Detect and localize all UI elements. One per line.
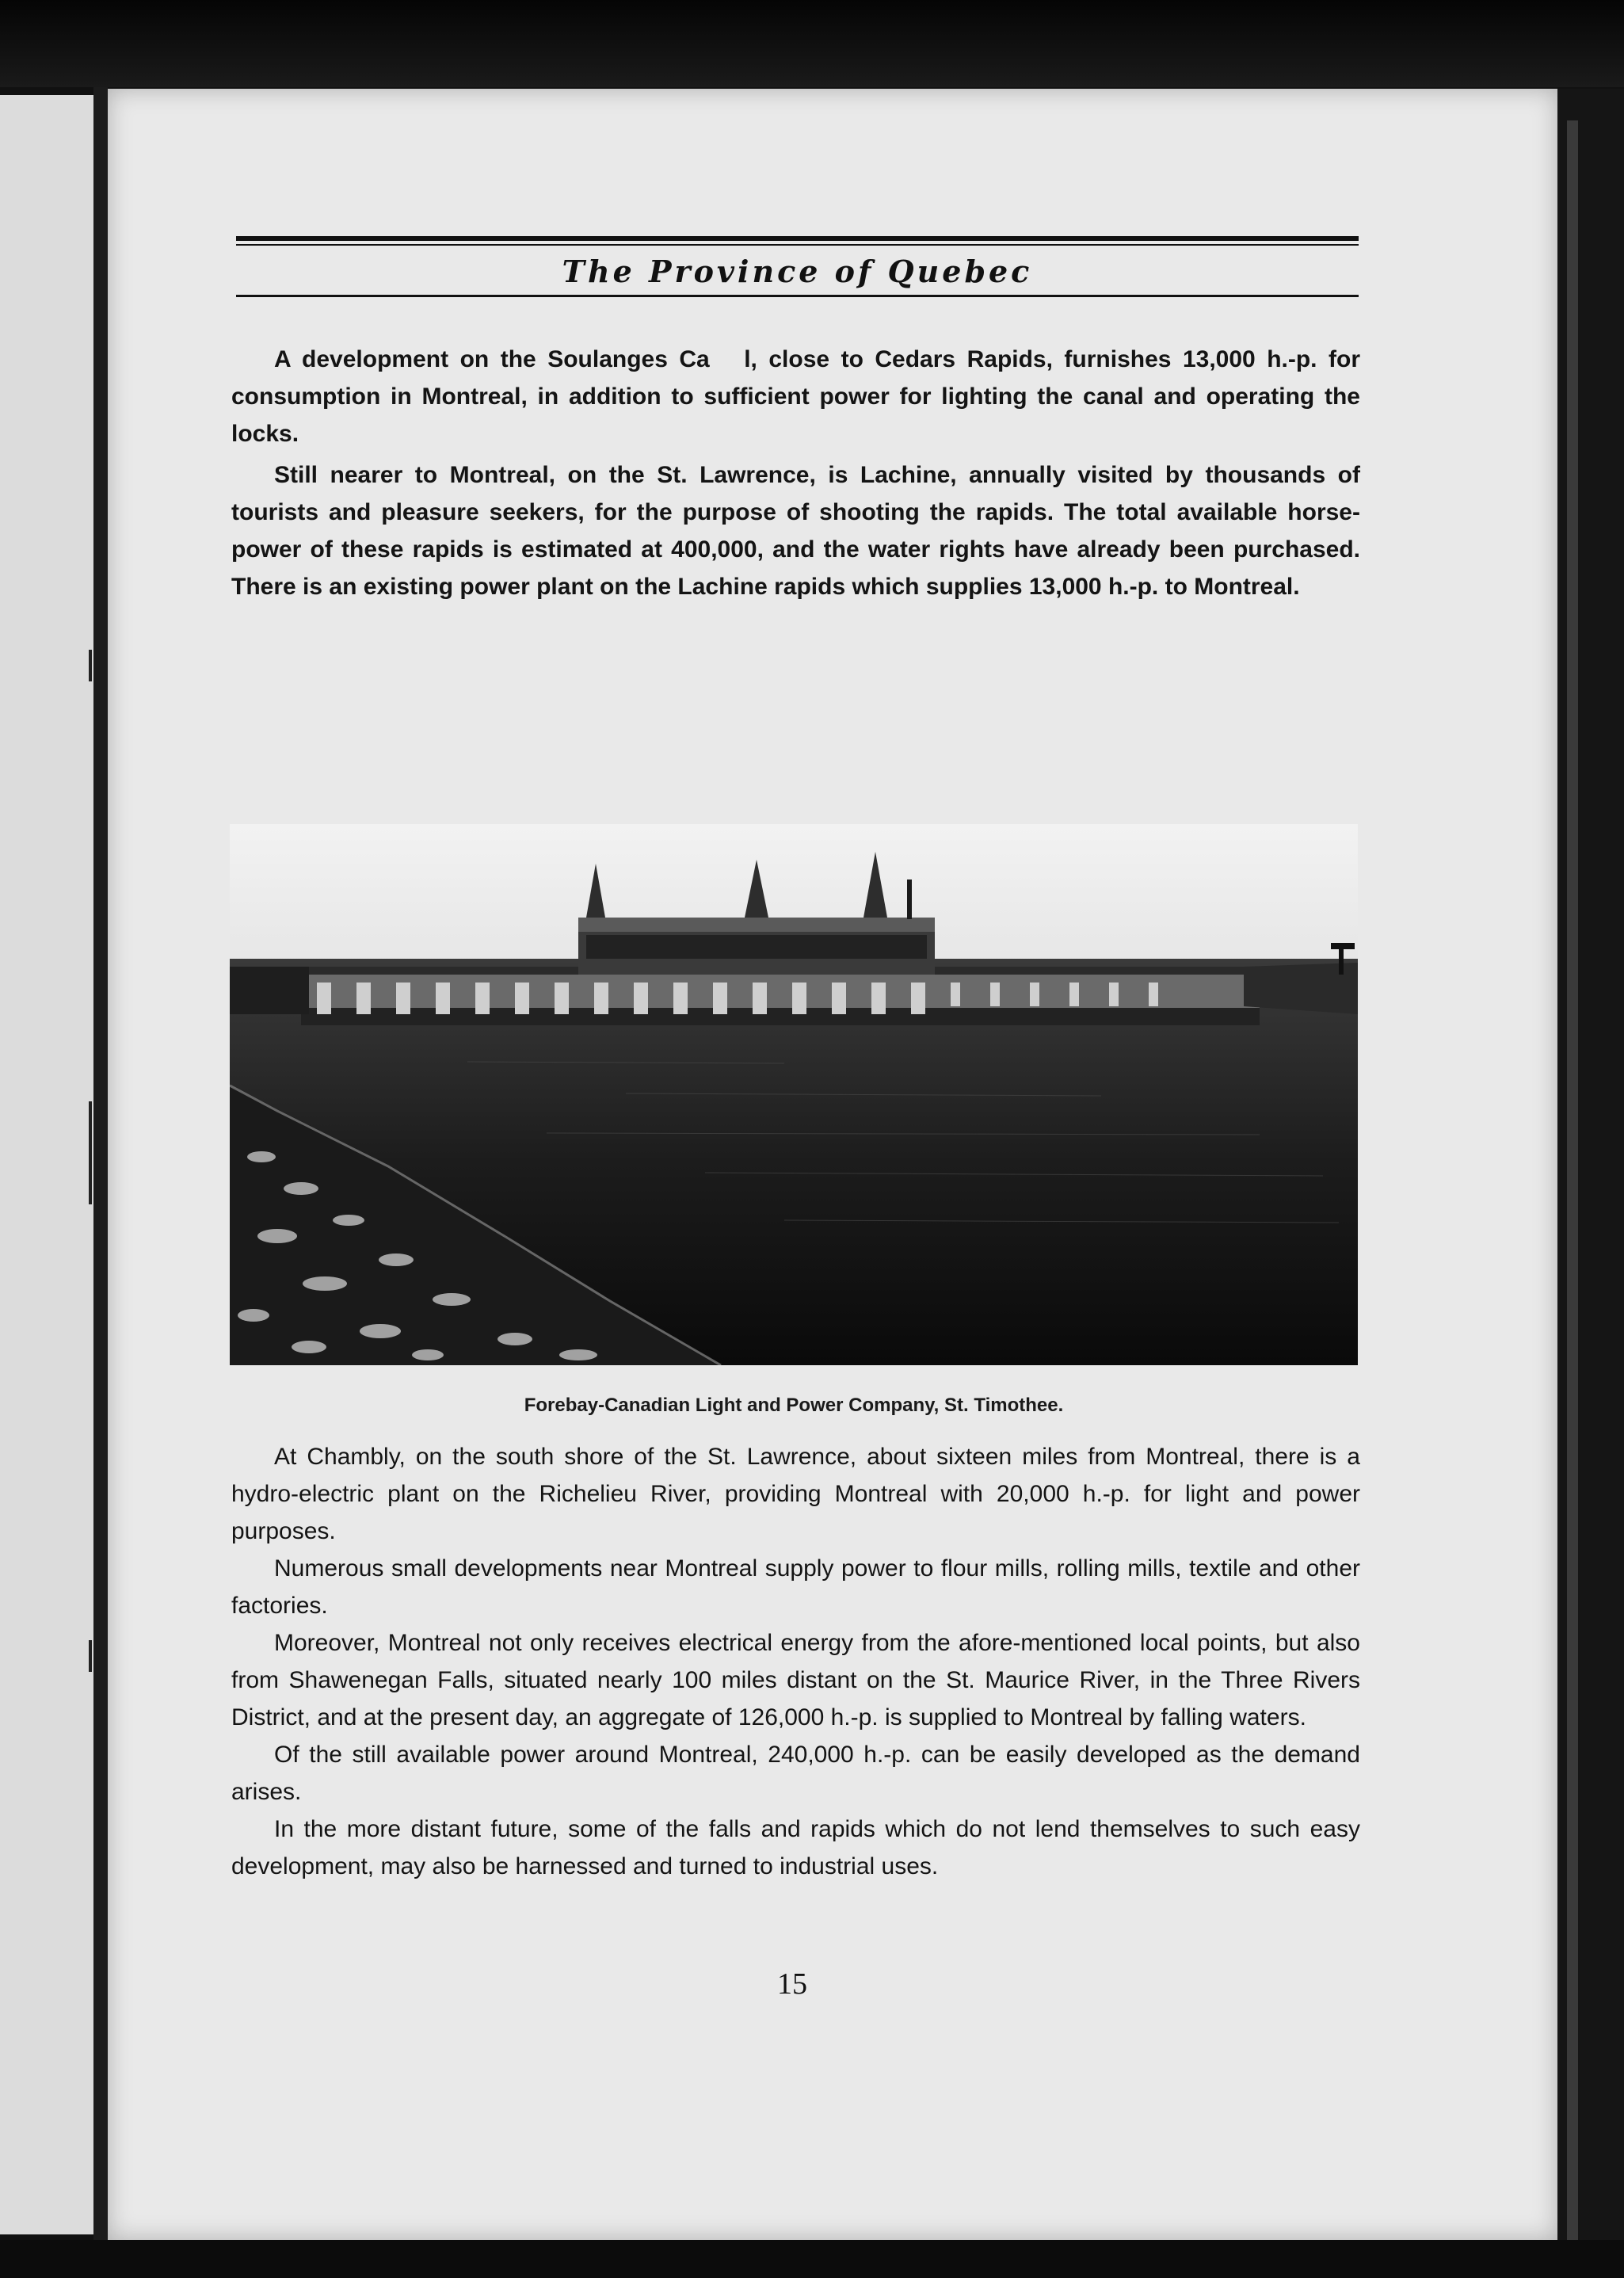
margin-mark (89, 1101, 92, 1204)
running-head (236, 236, 1359, 297)
header-rule-bottom (236, 295, 1359, 297)
paragraph: At Chambly, on the south shore of the St. Lawrence, about sixteen miles from Montreal, there is a hydro-electric plant on the Richelieu River, providing Montreal with 20,000 h.-p. for light and power purposes. (231, 1444, 1360, 1544)
paragraph: Moreover, Montreal not only receives electrical energy from the afore-mentioned local points, but also from Shawenegan Falls, situated nearly 100 miles distant on the St. Maurice River, in the Three Rivers District, and at the present day, an aggregate of 126,000 h.-p. is supplied to Montreal by falling waters. (231, 1630, 1360, 1730)
book-spine (93, 87, 108, 2250)
facing-page-edge (0, 95, 98, 2234)
photo-caption: Forebay-Canadian Light and Power Company, St. Timothee. (524, 1395, 1064, 1416)
scan-background-bottom (0, 2240, 1624, 2278)
forebay-photograph (230, 824, 1358, 1365)
page-number: 15 (777, 1967, 807, 2001)
page-edge (1557, 89, 1624, 2278)
header-rule-top (236, 236, 1359, 241)
text-block-bottom (231, 1438, 1360, 1885)
paragraph: A development on the Soulanges Ca l, close to Cedars Rapids, furnishes 13,000 h.-p. for consumption in Montreal, in addition to sufficient power for lighting the canal and operating the locks. (231, 346, 1360, 447)
header-rule-top-thin (236, 244, 1359, 246)
paragraph: Of the still available power around Montreal, 240,000 h.-p. can be easily developed as the demand arises. (231, 1742, 1360, 1805)
margin-mark (89, 650, 92, 681)
paragraph: In the more distant future, some of the falls and rapids which do not lend themselves to such easy development, may also be harnessed and turned to industrial uses. (231, 1816, 1360, 1879)
text-block-top (231, 341, 1360, 605)
margin-mark (89, 1640, 92, 1672)
forebay-photograph-drawing (230, 824, 1358, 1365)
running-head-title: The Province of Quebec (562, 254, 1033, 289)
page-edge-strip (1567, 120, 1578, 2260)
paragraph: Numerous small developments near Montreal supply power to flour mills, rolling mills, textile and other factories. (231, 1555, 1360, 1619)
scan-background-top (0, 0, 1624, 87)
paragraph: Still nearer to Montreal, on the St. Lawrence, is Lachine, annually visited by thousands of tourists and pleasure seekers, for the purpose of shooting the rapids. The total available horse-power of these rapids is estimated at 400,000, and the water rights have already been purchased. There is an existing power plant on the Lachine rapids which supplies 13,000 h.-p. to Montreal. (231, 462, 1360, 600)
